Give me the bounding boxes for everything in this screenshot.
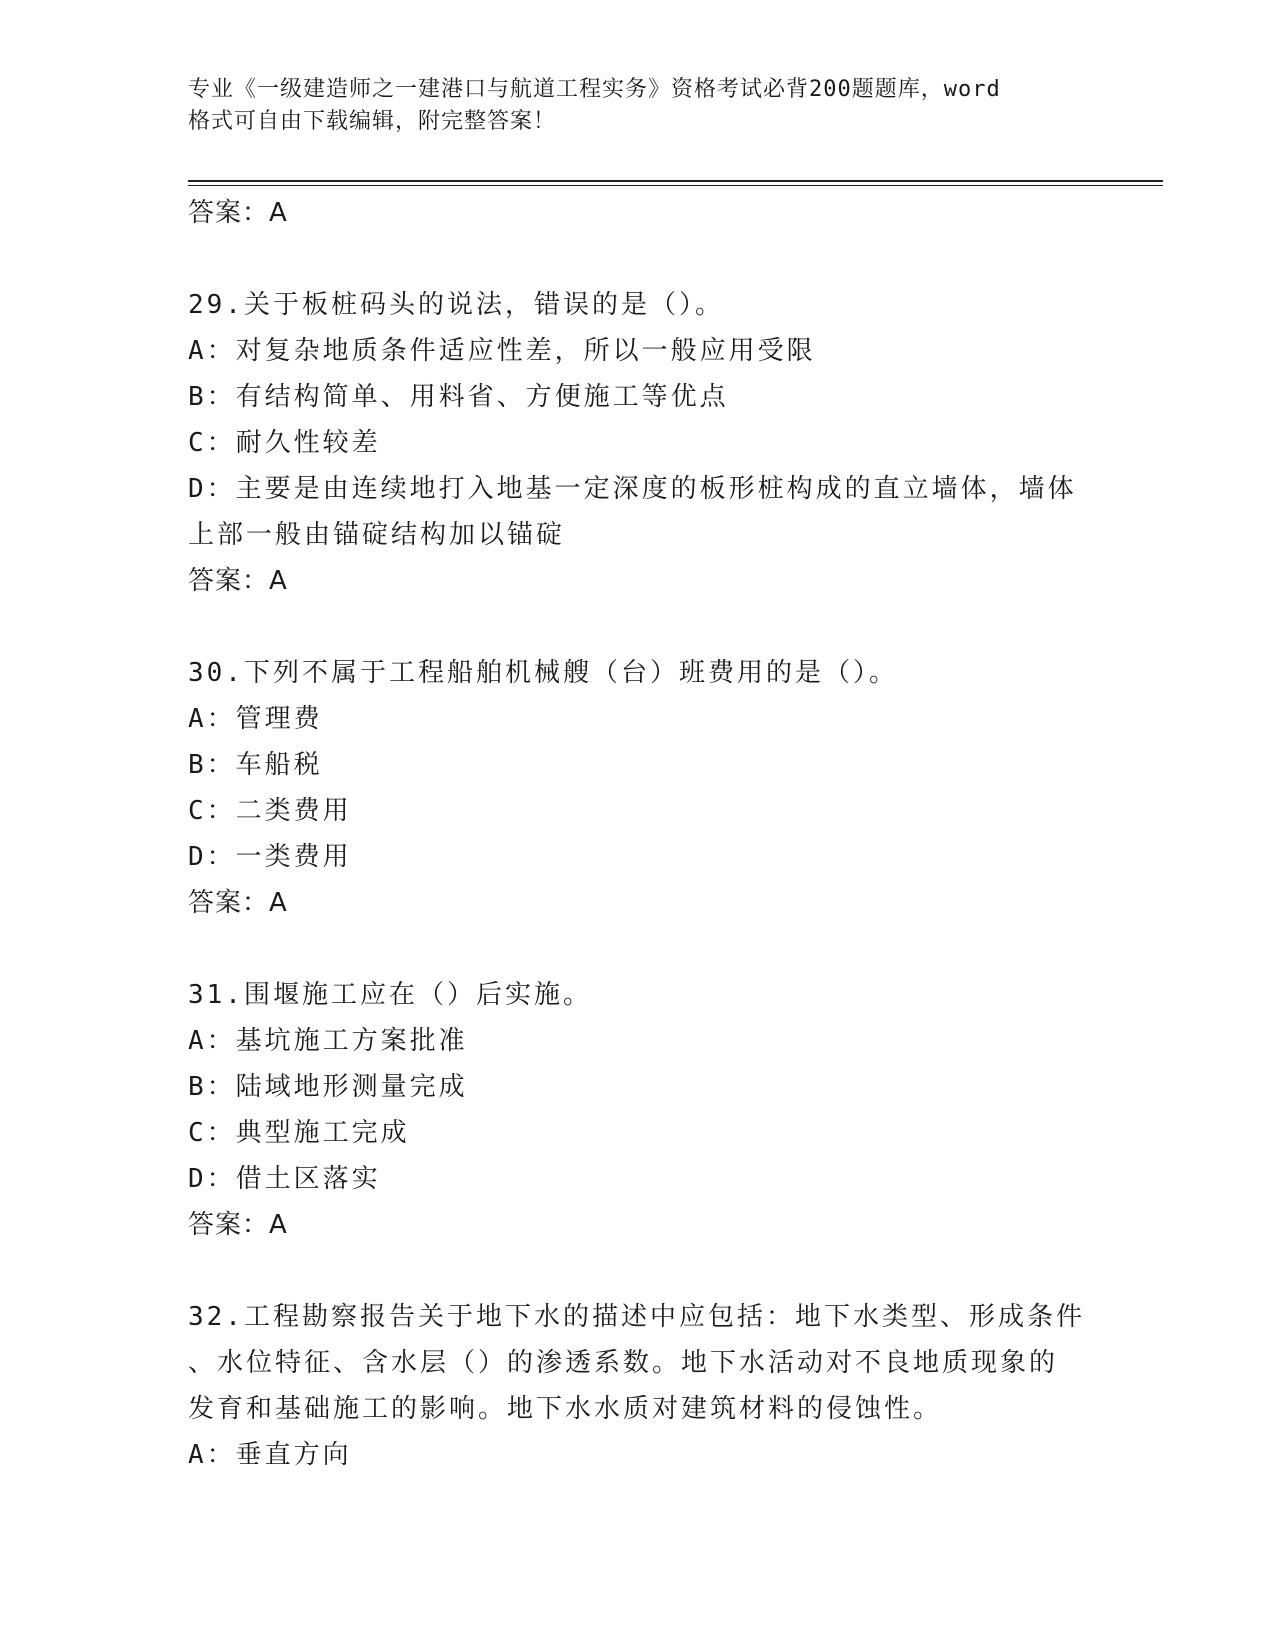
option-c: C：典型施工完成 xyxy=(188,1118,410,1148)
option-a: A：垂直方向 xyxy=(188,1440,352,1470)
header-line-1: 专业《一级建造师之一建港口与航道工程实务》资格考试必背200题题库，word xyxy=(188,77,1001,102)
header-divider-thick xyxy=(188,180,1163,182)
question-text-line-1: 32.工程勘察报告关于地下水的描述中应包括：地下水类型、形成条件 xyxy=(188,1302,1085,1332)
answer-line: 答案：A xyxy=(188,888,288,918)
question-text-line-2: 、水位特征、含水层（）的渗透系数。地下水活动对不良地质现象的 xyxy=(188,1348,1059,1378)
header-divider-thin xyxy=(188,185,1163,186)
question-text: 29.关于板桩码头的说法，错误的是（）。 xyxy=(188,290,724,320)
option-a: A：对复杂地质条件适应性差，所以一般应用受限 xyxy=(188,336,816,366)
question-text: 31.围堰施工应在（）后实施。 xyxy=(188,980,592,1010)
answer-line: 答案：A xyxy=(188,198,288,228)
option-b: B：陆域地形测量完成 xyxy=(188,1072,468,1102)
answer-line: 答案：A xyxy=(188,1210,288,1240)
question-31 xyxy=(188,972,1088,1248)
option-b: B：车船税 xyxy=(188,750,323,780)
question-29 xyxy=(188,282,1088,604)
option-c: C：耐久性较差 xyxy=(188,428,381,458)
option-c: C：二类费用 xyxy=(188,796,352,826)
option-d: D：一类费用 xyxy=(188,842,352,872)
option-a: A：管理费 xyxy=(188,704,323,734)
option-d: D：借土区落实 xyxy=(188,1164,381,1194)
option-a: A：基坑施工方案批准 xyxy=(188,1026,468,1056)
question-30 xyxy=(188,650,1088,926)
option-d: D：主要是由连续地打入地基一定深度的板形桩构成的直立墙体，墙体 xyxy=(188,474,1077,504)
question-text: 30.下列不属于工程船舶机械艘（台）班费用的是（）。 xyxy=(188,658,898,688)
question-list xyxy=(188,190,1088,1478)
question-32 xyxy=(188,1294,1088,1478)
header-line-2: 格式可自由下载编辑，附完整答案！ xyxy=(188,109,557,134)
option-b: B：有结构简单、用料省、方便施工等优点 xyxy=(188,382,729,412)
answer-line: 答案：A xyxy=(188,566,288,596)
option-d-continued: 上部一般由锚碇结构加以锚碇 xyxy=(188,520,566,550)
question-text-line-3: 发育和基础施工的影响。地下水水质对建筑材料的侵蚀性。 xyxy=(188,1394,943,1424)
document-header xyxy=(188,74,1088,138)
